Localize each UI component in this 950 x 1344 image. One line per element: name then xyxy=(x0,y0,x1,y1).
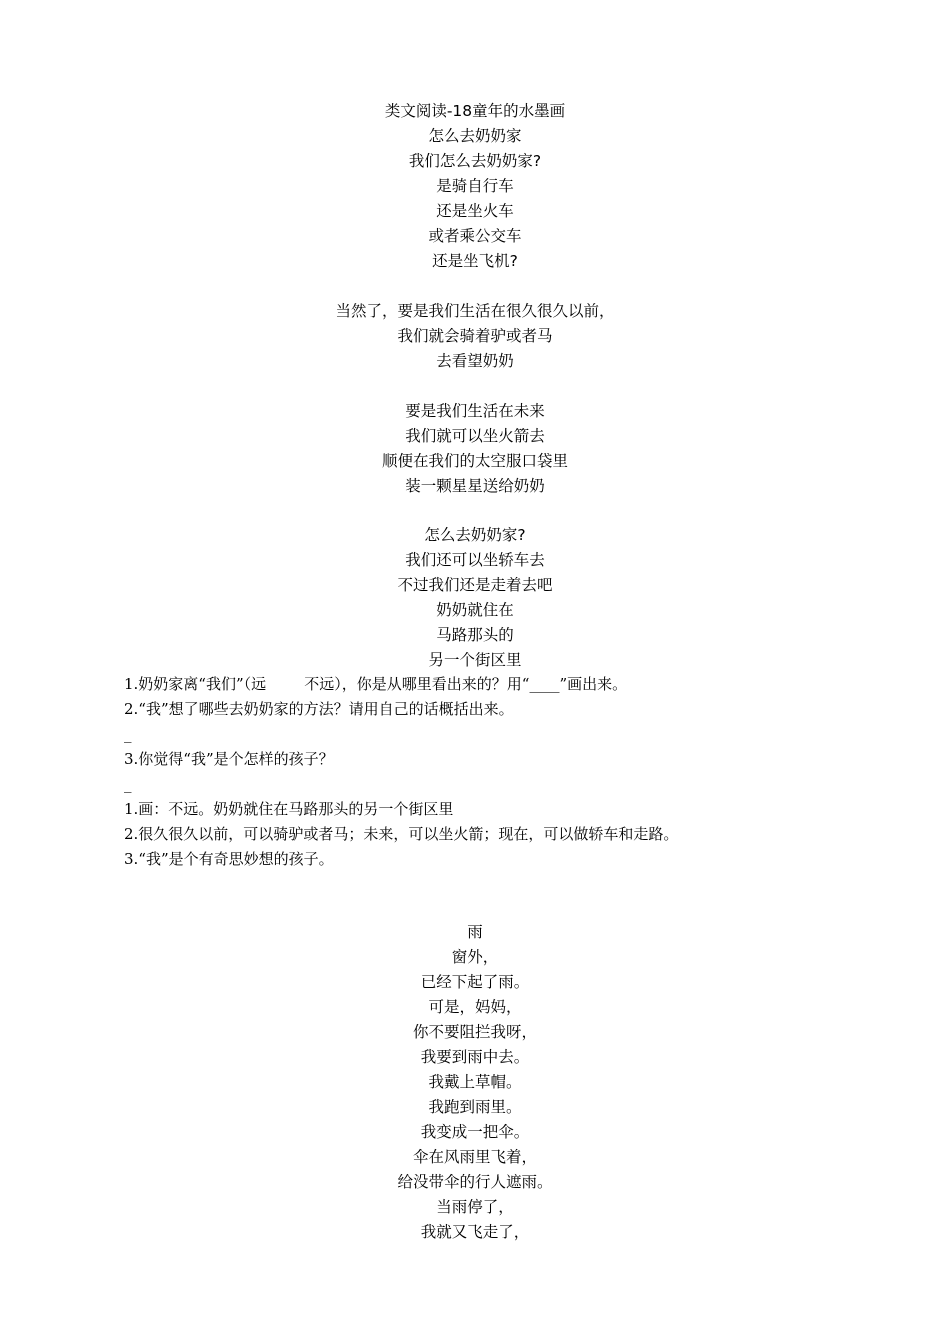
poem-line: 你不要阻拦我呀， xyxy=(412,1023,537,1041)
question-3: 3.你觉得“我”是个怎样的孩子？ xyxy=(124,750,334,768)
poem-line: 我们就可以坐火箭去 xyxy=(405,427,545,445)
poem-line: 伞在风雨里飞着， xyxy=(412,1148,537,1166)
poem-blank-line xyxy=(0,374,950,399)
poem-line: 还是坐飞机? xyxy=(432,252,518,270)
poem-line: 顺便在我们的太空服口袋里 xyxy=(381,452,568,470)
poem-line: 要是我们生活在未来 xyxy=(405,402,545,420)
poem-line: 装一颗星星送给奶奶 xyxy=(405,477,545,495)
poem-line: 窗外， xyxy=(451,948,499,966)
poem-line: 我们还可以坐轿车去 xyxy=(405,551,545,569)
section-title: 雨 xyxy=(467,923,483,941)
poem-line: 我变成一把伞。 xyxy=(420,1123,530,1141)
poem-line: 还是坐火车 xyxy=(436,202,514,220)
question-2: 2.“我”想了哪些去奶奶家的方法？请用自己的话概括出来。 xyxy=(124,700,514,718)
poem-line: 或者乘公交车 xyxy=(428,227,522,245)
poem-line: 奶奶就住在 xyxy=(436,601,514,619)
section-title: 类文阅读-18童年的水墨画 xyxy=(384,102,566,120)
poem-blank-line xyxy=(0,274,950,299)
answer-1: 1.画：不远。奶奶就住在马路那头的另一个街区里 xyxy=(124,800,454,818)
poem-line: 马路那头的 xyxy=(436,626,514,644)
poem-line: 当然了，要是我们生活在很久很久以前， xyxy=(335,302,615,320)
question-1: 1.奶奶家离“我们”（远 不远），你是从哪里看出来的？用“____”画出来。 xyxy=(124,675,628,693)
poem-line: 怎么去奶奶家 xyxy=(428,127,522,145)
poem-line: 不过我们还是走着去吧 xyxy=(397,576,553,594)
poem-line: 当雨停了， xyxy=(436,1198,514,1216)
poem-line: 已经下起了雨。 xyxy=(420,973,530,991)
poem-line: 另一个街区里 xyxy=(428,651,522,669)
poem-line: 我就又飞走了， xyxy=(420,1223,530,1241)
poem-line: 我跑到雨里。 xyxy=(428,1098,522,1116)
answer-blank: _ xyxy=(124,775,132,793)
poem-line: 我戴上草帽。 xyxy=(428,1073,522,1091)
answer-3: 3.“我”是个有奇思妙想的孩子。 xyxy=(124,850,334,868)
poem-line: 我们怎么去奶奶家? xyxy=(408,152,542,170)
poem-line: 是骑自行车 xyxy=(436,177,514,195)
answer-2: 2.很久很久以前，可以骑驴或者马；未来，可以坐火箭；现在，可以做轿车和走路。 xyxy=(124,825,679,843)
poem-line: 我们就会骑着驴或者马 xyxy=(397,327,553,345)
poem-line: 去看望奶奶 xyxy=(436,352,514,370)
poem-blank-line xyxy=(0,499,950,524)
answer-blank: _ xyxy=(124,725,132,743)
poem-line: 给没带伞的行人遮雨。 xyxy=(397,1173,553,1191)
poem-line: 我要到雨中去。 xyxy=(420,1048,530,1066)
poem-line: 怎么去奶奶家? xyxy=(424,526,526,544)
poem-line: 可是，妈妈， xyxy=(428,998,522,1016)
